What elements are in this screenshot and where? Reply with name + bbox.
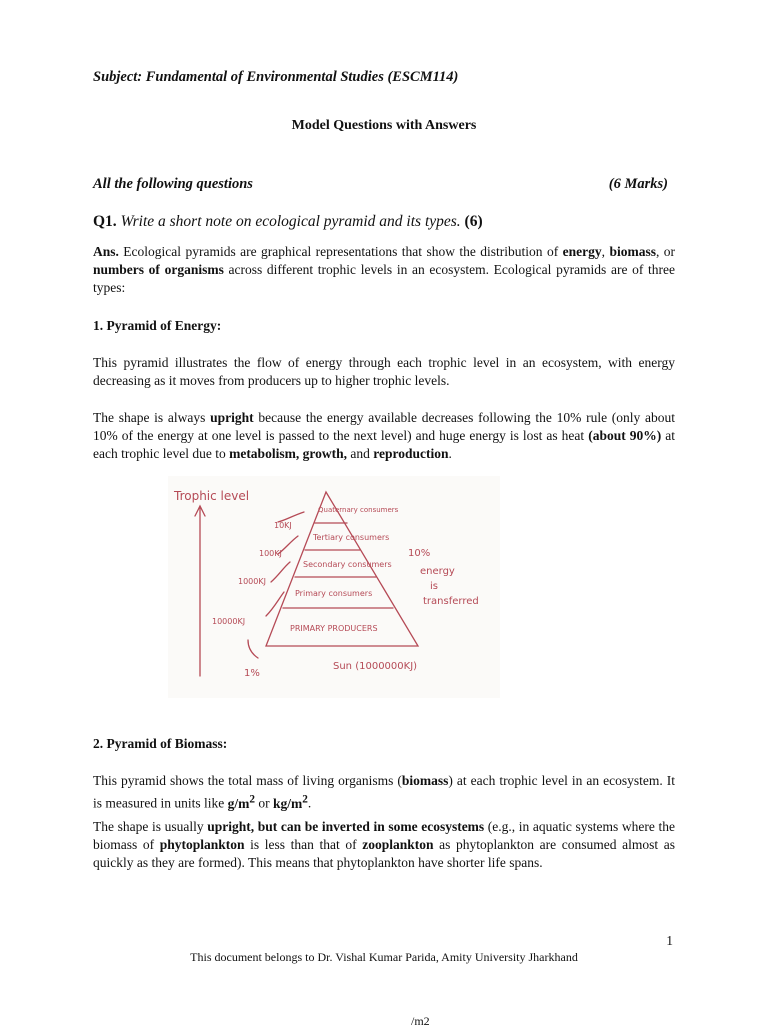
energy-term-upright: upright — [210, 410, 254, 425]
page-number: 1 — [666, 933, 673, 948]
unit-kg-per-m2: $kg/m^2$ — [272, 793, 308, 811]
energy-text: because the energy available decreases following the 10% rule (only about 10% of the energy at one level is passed to the next level) and huge energy is lost as heat — [93, 410, 675, 443]
side-note: is — [430, 581, 438, 592]
level-label: PRIMARY PRODUCERS — [290, 624, 378, 633]
trophic-level-label: Trophic level — [174, 489, 250, 503]
energy-paragraph-1: This pyramid illustrates the flow of energy through each trophic level in an ecosystem, with energy decreasing as it moves from producers up to higher trophic levels. — [93, 355, 675, 388]
energy-term-reproduction: reproduction — [373, 446, 449, 461]
energy-value-label: 10KJ — [274, 521, 292, 530]
energy-text: The shape is always — [93, 410, 211, 425]
flow-arrow — [271, 562, 290, 582]
footer-text: This document belongs to Dr. Vishal Kumar Parida, Amity University Jharkhand — [190, 950, 578, 964]
question-text: Write a short note on ecological pyramid and its types. — [120, 213, 461, 230]
energy-text: . — [448, 446, 452, 461]
question-1 — [93, 213, 483, 231]
biomass-text: (e.g., in aquatic systems where the biomass of — [93, 819, 675, 852]
energy-term-metabolism: metabolism, growth, — [229, 446, 347, 461]
level-label: Secondary consumers — [303, 560, 392, 569]
base-arrow — [248, 640, 258, 658]
biomass-term-inverted: upright, but can be inverted in some ecosystems — [207, 819, 485, 834]
section-marks: (6 Marks) — [608, 176, 668, 192]
level-label: Primary consumers — [295, 589, 373, 598]
answer-label: Ans. — [93, 244, 119, 259]
biomass-text: or — [254, 795, 273, 811]
biomass-text: . — [307, 795, 312, 811]
biomass-pyramid-heading: 2. Pyramid of Biomass: — [93, 736, 228, 751]
biomass-term: biomass — [401, 773, 449, 788]
question-number: Q1. — [93, 213, 117, 230]
sun-label: Sun (1000000KJ) — [333, 661, 418, 672]
energy-pyramid-heading: 1. Pyramid of Energy: — [93, 318, 222, 333]
answer-text: across different trophic levels in an ecosystem. Ecological pyramids are of three types: — [93, 262, 676, 295]
biomass-term-zooplankton: zooplankton — [362, 837, 434, 852]
answer-text: , or — [655, 244, 675, 259]
question-marks: (6) — [464, 213, 483, 230]
biomass-text: This pyramid shows the total mass of living organisms ( — [93, 773, 402, 788]
document-title: Model Questions with Answers — [291, 118, 477, 133]
answer-term-biomass: biomass — [609, 244, 656, 259]
energy-value-label: 100KJ — [259, 549, 282, 558]
energy-paragraph-2 — [93, 409, 675, 463]
energy-text: at each trophic level due to — [93, 428, 675, 461]
base-percent-label: 1% — [244, 668, 260, 679]
pyramid-drawing — [168, 476, 500, 698]
section-label: All the following questions — [93, 176, 253, 192]
biomass-text: as phytoplankton are consumed almost as quickly as they are formed). This means that phytoplankton have shorter life spans. — [93, 837, 676, 870]
biomass-text: The shape is usually — [93, 819, 208, 834]
energy-value-label: 1000KJ — [238, 577, 266, 586]
level-label: Quaternary consumers — [318, 506, 399, 514]
biomass-term-phytoplankton: phytoplankton — [159, 837, 245, 852]
next-page-fragment: /m2 — [411, 1014, 430, 1028]
biomass-text: ) at each trophic level in an ecosystem. It is measured in units like — [93, 773, 675, 811]
biomass-paragraph-2 — [93, 818, 675, 872]
pyramid-outline — [266, 492, 418, 646]
answer-text: Ecological pyramids are graphical representations that show the distribution of — [118, 244, 563, 259]
biomass-text: is less than that of — [244, 837, 363, 852]
energy-term-heat: (about 90%) — [588, 428, 662, 443]
answer-term-numbers: numbers of organisms — [93, 262, 224, 277]
answer-term-energy: energy — [562, 244, 602, 259]
level-label: Tertiary consumers — [313, 533, 390, 542]
side-note: transferred — [423, 596, 479, 607]
side-note: 10% — [408, 548, 431, 559]
energy-pyramid-figure — [168, 476, 500, 698]
side-note: energy — [420, 566, 455, 577]
energy-value-label: 10000KJ — [212, 617, 246, 626]
energy-text: and — [346, 446, 374, 461]
subject-line: Subject: Fundamental of Environmental Studies (ESCM114) — [93, 69, 459, 85]
answer-text: , — [601, 244, 610, 259]
unit-g-per-m2: $g/m^2$ — [227, 793, 255, 811]
section-heading — [93, 176, 668, 193]
answer-paragraph — [93, 243, 675, 297]
biomass-paragraph-1 — [93, 772, 675, 813]
flow-arrow — [266, 592, 284, 616]
